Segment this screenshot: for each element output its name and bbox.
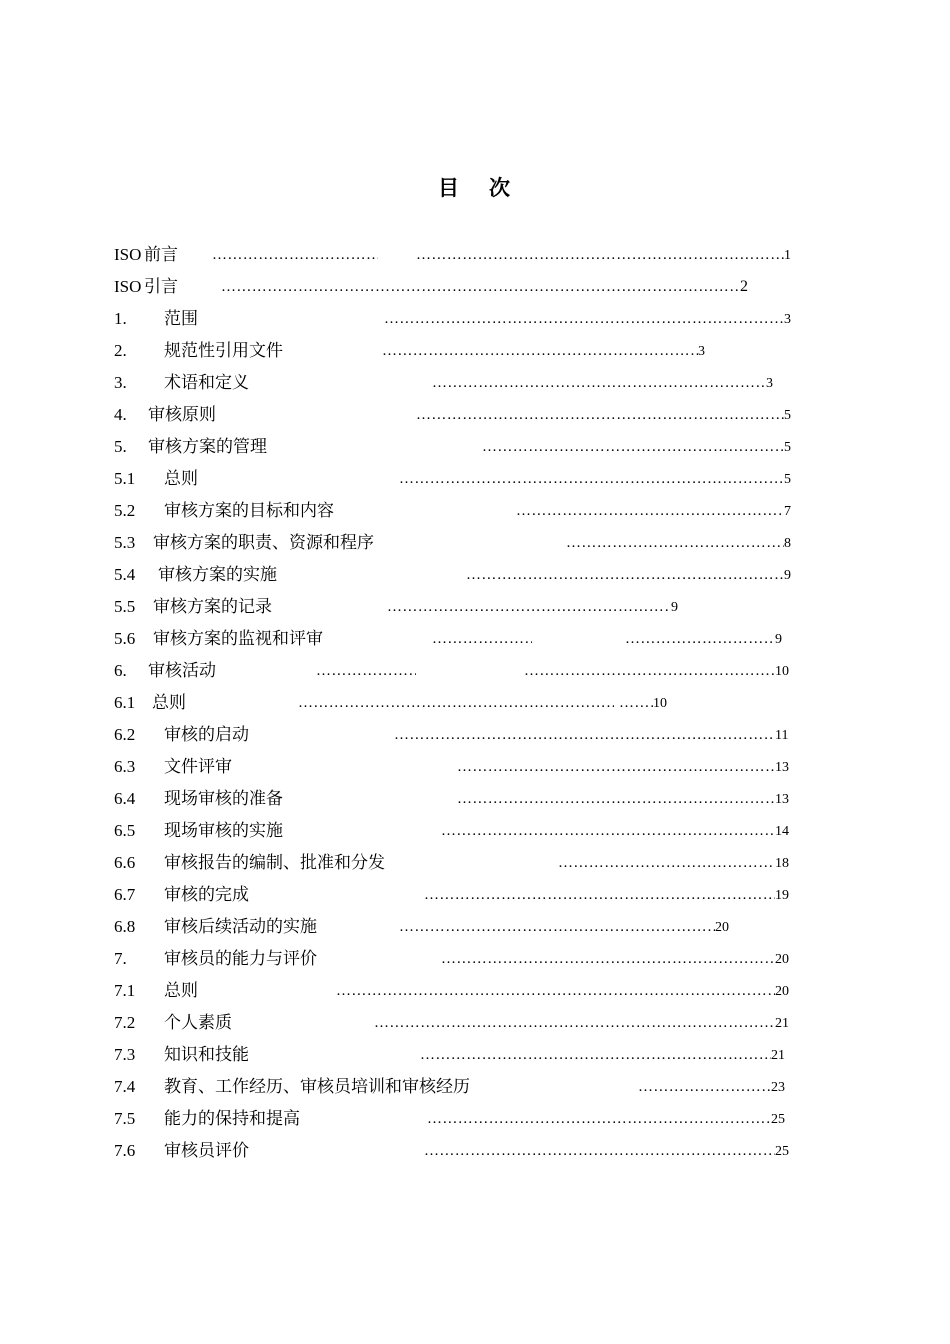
toc-entry[interactable] <box>114 464 814 494</box>
toc-page-number: 5 <box>784 472 791 487</box>
toc-entry-title: 审核方案的记录 <box>153 597 272 617</box>
toc-entry[interactable] <box>114 976 814 1006</box>
toc-leader-dots <box>420 1040 771 1070</box>
toc-leader-dots <box>424 880 775 910</box>
toc-entry-number: 5.2 <box>114 501 136 520</box>
toc-entry[interactable] <box>114 1008 814 1038</box>
toc-entry-number: 5.4 <box>114 565 136 584</box>
toc-entry[interactable] <box>114 368 814 398</box>
toc-leader-dots <box>382 336 698 366</box>
toc-page-number: 20 <box>775 952 789 967</box>
toc-leader-dots <box>638 1072 771 1102</box>
toc-entry-number: 1. <box>114 309 127 328</box>
toc-entry-number: 7.4 <box>114 1077 136 1096</box>
toc-leader-dots <box>298 688 614 718</box>
toc-entry-title: 范围 <box>164 309 198 329</box>
toc-entry-number: 6.8 <box>114 917 136 936</box>
toc-leader-dots <box>221 272 739 302</box>
toc-entry-title: 审核方案的目标和内容 <box>164 501 334 521</box>
toc-leader-dots <box>566 528 784 558</box>
toc-leader-dots <box>441 816 775 846</box>
toc-page-number: 9 <box>775 632 782 647</box>
toc-entry-title: 前言 <box>144 245 178 265</box>
toc-entry-number: 6.4 <box>114 789 136 808</box>
toc-leader-dots <box>466 560 784 590</box>
toc-entry[interactable] <box>114 272 814 302</box>
toc-leader-dots <box>516 496 784 526</box>
toc-leader-dots <box>432 368 766 398</box>
toc-entry-number: 7.6 <box>114 1141 136 1160</box>
toc-entry[interactable] <box>114 912 814 942</box>
toc-page-number: 21 <box>775 1016 789 1031</box>
toc-entry[interactable] <box>114 784 814 814</box>
toc-page-number: 21 <box>771 1048 785 1063</box>
toc-entry-title: 术语和定义 <box>164 373 249 393</box>
toc-leader-dots <box>316 656 416 686</box>
toc-entry-number: 7. <box>114 949 127 968</box>
toc-page-number: 2 <box>740 278 748 295</box>
toc-page-number: 7 <box>784 504 791 519</box>
toc-entry[interactable] <box>114 752 814 782</box>
toc-entry[interactable] <box>114 1040 814 1070</box>
toc-page-number: 19 <box>775 888 789 903</box>
toc-entry[interactable] <box>114 816 814 846</box>
toc-leader-dots <box>441 944 775 974</box>
toc-page-number: 14 <box>775 824 789 839</box>
page-title-left: 目 <box>438 175 461 200</box>
toc-entry-title: 现场审核的准备 <box>164 789 283 809</box>
toc-leader-dots <box>416 400 784 430</box>
toc-page-number: 18 <box>775 856 789 871</box>
toc-entry-title: 审核原则 <box>148 405 216 425</box>
toc-page-number: 20 <box>715 920 729 935</box>
toc-entry-title: 审核方案的管理 <box>148 437 267 457</box>
toc-entry-title: 审核员的能力与评价 <box>164 949 317 969</box>
toc-entry-number: 2. <box>114 341 127 360</box>
toc-entry[interactable] <box>114 1136 814 1166</box>
toc-entry-number: 5.6 <box>114 629 136 648</box>
toc-entry[interactable] <box>114 880 814 910</box>
toc-page-number: 23 <box>771 1080 785 1095</box>
toc-entry-number: ISO <box>114 245 142 264</box>
toc-entry-title: 文件评审 <box>164 757 232 777</box>
toc-entry-number: 6.2 <box>114 725 136 744</box>
toc-page-number: 9 <box>671 600 678 615</box>
toc-leader-dots <box>416 240 786 270</box>
toc-entry-title: 审核的启动 <box>164 725 249 745</box>
toc-page-number: 3 <box>698 344 705 359</box>
toc-entry-title: 审核方案的实施 <box>158 565 277 585</box>
toc-entry-number: 7.3 <box>114 1045 136 1064</box>
toc-page-number: 20 <box>775 984 789 999</box>
toc-entry-number: 7.2 <box>114 1013 136 1032</box>
toc-entry-title: 审核方案的监视和评审 <box>153 629 323 649</box>
toc-entry-number: 6.7 <box>114 885 136 904</box>
toc-page-number: 5 <box>784 440 791 455</box>
toc-entry[interactable] <box>114 624 814 654</box>
toc-entry-number: 6.1 <box>114 693 136 712</box>
toc-page-number: 11 <box>775 728 789 743</box>
toc-entry[interactable] <box>114 400 814 430</box>
toc-entry[interactable] <box>114 944 814 974</box>
toc-page-number: 9 <box>784 568 791 583</box>
toc-entry[interactable] <box>114 848 814 878</box>
toc-entry-number: 5. <box>114 437 127 456</box>
toc-leader-dots <box>457 752 775 782</box>
toc-leader-dots <box>394 720 775 750</box>
toc-entry-number: 5.5 <box>114 597 136 616</box>
toc-page-number: 10 <box>653 696 667 711</box>
toc-leader-dots <box>524 656 775 686</box>
toc-page-number: 25 <box>775 1144 789 1159</box>
toc-page-number: 3 <box>784 312 791 327</box>
toc-page-number: 13 <box>775 760 789 775</box>
toc-entry-number: ISO <box>114 277 142 296</box>
toc-entry-title: 教育、工作经历、审核员培训和审核经历 <box>164 1077 470 1097</box>
toc-leader-dots <box>625 624 775 654</box>
toc-entry-title: 引言 <box>144 277 178 297</box>
toc-entry-title: 总则 <box>152 693 186 713</box>
toc-entry-title: 现场审核的实施 <box>164 821 283 841</box>
toc-entry[interactable] <box>114 1104 814 1134</box>
toc-entry-number: 5.3 <box>114 533 136 552</box>
toc-entry-number: 3. <box>114 373 127 392</box>
toc-leader-dots <box>424 1136 775 1166</box>
toc-entry-title: 总则 <box>164 469 198 489</box>
toc-page-number: 13 <box>775 792 789 807</box>
toc-leader-dots <box>399 912 715 942</box>
toc-entry-number: 5.1 <box>114 469 136 488</box>
toc-entry[interactable] <box>114 592 814 622</box>
toc-page-number: 25 <box>771 1112 785 1127</box>
toc-entry[interactable] <box>114 528 814 558</box>
toc-leader-dots <box>457 784 775 814</box>
toc-page-number: 1 <box>784 248 791 263</box>
toc-leader-dots <box>558 848 775 878</box>
toc-leader-dots <box>384 304 784 334</box>
toc-leader-dots <box>482 432 784 462</box>
toc-entry-title: 知识和技能 <box>164 1045 249 1065</box>
toc-entry-number: 7.1 <box>114 981 136 1000</box>
toc-entry[interactable] <box>114 240 814 270</box>
toc-entry-title: 个人素质 <box>164 1013 232 1033</box>
toc-entry[interactable] <box>114 560 814 590</box>
toc-leader-dots <box>212 240 378 270</box>
toc-entry[interactable] <box>114 688 814 718</box>
toc-entry[interactable] <box>114 304 814 334</box>
toc-entry-title: 审核的完成 <box>164 885 249 905</box>
toc-entry[interactable] <box>114 720 814 750</box>
toc-entry-title: 总则 <box>164 981 198 1001</box>
toc-entry[interactable] <box>114 336 814 366</box>
toc-entry-title: 审核方案的职责、资源和程序 <box>153 533 374 553</box>
toc-entry[interactable] <box>114 432 814 462</box>
toc-entry-number: 4. <box>114 405 127 424</box>
toc-entry-title: 能力的保持和提高 <box>164 1109 300 1129</box>
toc-leader-dots <box>387 592 671 622</box>
toc-entry-number: 6.6 <box>114 853 136 872</box>
toc-leader-dots <box>432 624 532 654</box>
toc-page-number: 3 <box>766 376 773 391</box>
toc-entry-title: 审核员评价 <box>164 1141 249 1161</box>
toc-entry-number: 6.3 <box>114 757 136 776</box>
toc-leader-dots <box>374 1008 775 1038</box>
toc-entry[interactable] <box>114 496 814 526</box>
toc-entry-title: 审核活动 <box>148 661 216 681</box>
toc-entry-number: 6. <box>114 661 127 680</box>
toc-entry-number: 6.5 <box>114 821 136 840</box>
toc-page-number: 5 <box>784 408 791 423</box>
toc-leader-dots <box>427 1104 771 1134</box>
toc-entry-number: 7.5 <box>114 1109 136 1128</box>
toc-leader-dots <box>619 688 653 718</box>
toc-entry[interactable] <box>114 1072 814 1102</box>
toc-page-number: 8 <box>784 536 791 551</box>
toc-entry[interactable] <box>114 656 814 686</box>
toc-entry-title: 审核报告的编制、批准和分发 <box>164 853 385 873</box>
toc-entry-title: 规范性引用文件 <box>164 341 283 361</box>
toc-entry-title: 审核后续活动的实施 <box>164 917 317 937</box>
toc-leader-dots <box>399 464 784 494</box>
toc-page-number: 10 <box>775 664 789 679</box>
page-title-right: 次 <box>489 175 512 200</box>
toc-leader-dots <box>336 976 775 1006</box>
